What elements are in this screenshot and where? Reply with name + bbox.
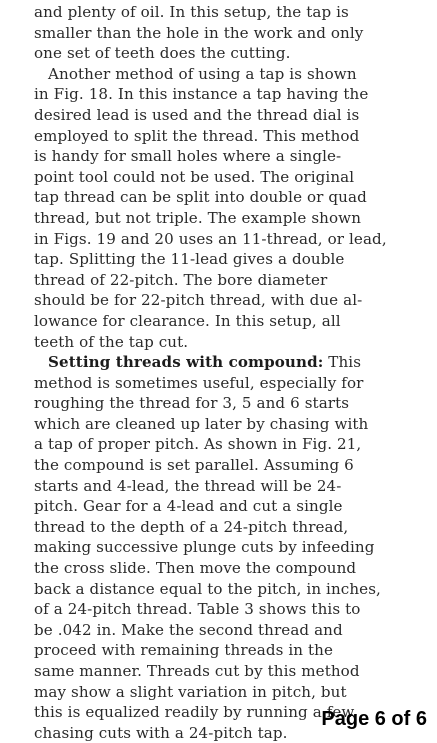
text-line: pitch. Gear for a 4-lead and cut a single [34, 497, 343, 516]
text-line: teeth of the tap cut. [34, 332, 189, 351]
text-line: be .042 in. Make the second thread and [34, 620, 343, 639]
text-line: this is equalized readily by running a few [34, 703, 355, 722]
section-heading: Setting threads with compound: [48, 353, 324, 372]
heading-continuation: This [323, 353, 362, 372]
text-line: thread of 22-pitch. The bore diameter [34, 270, 328, 289]
text-line: lowance for clearance. In this setup, all [34, 311, 341, 330]
text-line: roughing the thread for 3, 5 and 6 starts [34, 394, 350, 413]
text-line: the cross slide. Then move the compound [34, 559, 357, 578]
text-line: starts and 4-lead, the thread will be 24- [34, 476, 342, 495]
text-line: back a distance equal to the pitch, in inches, [34, 579, 381, 598]
text-line: same manner. Threads cut by this method [34, 662, 360, 680]
text-line: and plenty of oil. In this setup, the tap is [34, 3, 349, 21]
text-line: the compound is set parallel. Assuming 6 [34, 456, 354, 475]
text-line: making successive plunge cuts by infeeding [34, 538, 375, 557]
body-text [34, 2, 430, 743]
text-line: in Fig. 18. In this instance a tap having the [34, 85, 369, 104]
text-line: is handy for small holes where a single- [34, 147, 342, 166]
text-line: thread to the depth of a 24-pitch thread, [34, 517, 349, 536]
text-line: tap. Splitting the 11-lead gives a double [34, 250, 345, 269]
page-number: Page 6 of 6 [321, 708, 427, 730]
text-line: one set of teeth does the cutting. [34, 44, 291, 63]
text-line: may show a slight variation in pitch, but [34, 682, 347, 701]
text-line: should be for 22-pitch thread, with due al- [34, 291, 363, 310]
section-heading-line [34, 352, 430, 373]
text-line: chasing cuts with a 24-pitch tap. [34, 723, 288, 742]
text-line: which are cleaned up later by chasing with [34, 414, 369, 433]
text-line: point tool could not be used. The original [34, 167, 355, 186]
text-line: of a 24-pitch thread. Table 3 shows this to [34, 600, 361, 619]
text-line: method is sometimes useful, especially for [34, 373, 364, 392]
text-line: employed to split the thread. This method [34, 126, 360, 145]
text-line: smaller than the hole in the work and only [34, 23, 364, 42]
text-line: in Figs. 19 and 20 uses an 11-thread, or lead, [34, 229, 387, 248]
text-line: a tap of proper pitch. As shown in Fig. 21, [34, 435, 362, 454]
text-line: Another method of using a tap is shown [48, 64, 357, 83]
text-line: thread, but not triple. The example shown [34, 208, 362, 227]
text-line: tap thread can be split into double or quad [34, 188, 367, 207]
text-line: desired lead is used and the thread dial is [34, 105, 360, 124]
text-line: proceed with remaining threads in the [34, 641, 333, 660]
